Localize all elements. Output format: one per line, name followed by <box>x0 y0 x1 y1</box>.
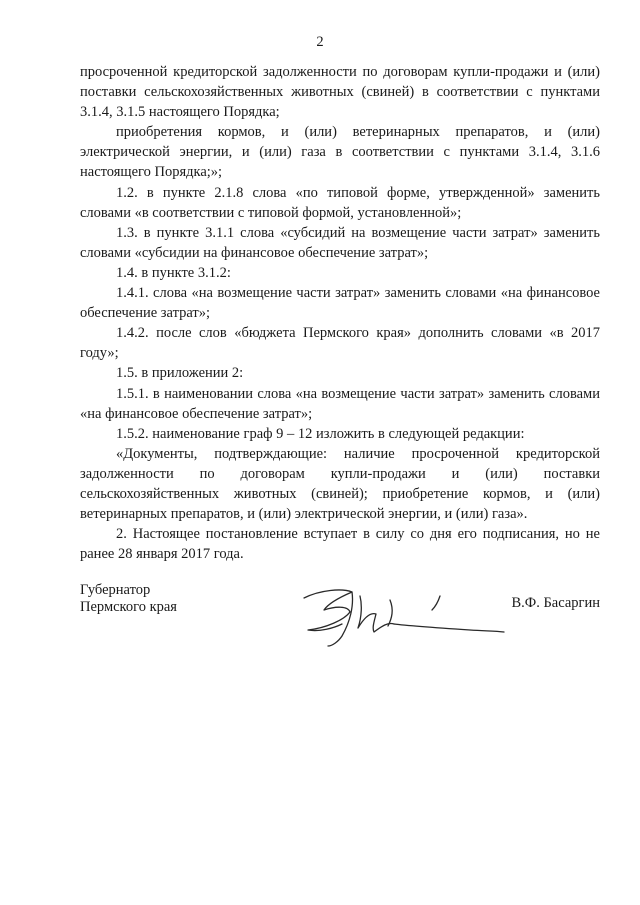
paragraph-2-effective-date: 2. Настоящее постановление вступает в силу со дня его подписания, но не ранее 28 января 2017 года. <box>80 526 600 563</box>
page-number: 2 <box>316 34 324 50</box>
signatory-position <box>80 582 177 616</box>
signatory-position-line1: Губернатор <box>80 582 151 598</box>
signature-block <box>80 582 600 662</box>
paragraph-1-5-1: 1.5.1. в наименовании слова «на возмещение части затрат» заменить словами «на финансовое обеспечение затрат»; <box>80 385 600 422</box>
paragraph-1-4: 1.4. в пункте 3.1.2: <box>116 264 231 281</box>
paragraph-1-2: 1.2. в пункте 2.1.8 слова «по типовой форме, утвержденной» заменить словами «в соответствии с типовой формой, установленной»; <box>80 184 600 221</box>
signatory-name: В.Ф. Басаргин <box>511 595 600 611</box>
paragraph-purchases: приобретения кормов, и (или) ветеринарных препаратов, и (или) электрической энергии, и (или) газа в соответствии с пунктами 3.1.4, 3.1.6 настоящего Порядка;»; <box>80 124 600 181</box>
handwritten-signature <box>290 576 510 656</box>
paragraph-1-4-2: 1.4.2. после слов «бюджета Пермского края» дополнить словами «в 2017 году»; <box>80 325 600 362</box>
paragraph-1-5: 1.5. в приложении 2: <box>116 365 244 382</box>
document-body <box>80 62 600 564</box>
paragraph-1-5-2: 1.5.2. наименование граф 9 – 12 изложить в следующей редакции: <box>116 425 525 442</box>
paragraph-1-4-1: 1.4.1. слова «на возмещение части затрат» заменить словами «на финансовое обеспечение затрат»; <box>80 285 600 322</box>
paragraph-continuation: просроченной кредиторской задолженности по договорам купли-продажи и (или) поставки сельскохозяйственных животных (свиней) в соответствии с пунктами 3.1.4, 3.1.5 настоящего Порядка; <box>80 64 600 121</box>
paragraph-1-3: 1.3. в пункте 3.1.1 слова «субсидий на возмещение части затрат» заменить словами «субсидии на финансовое обеспечение затрат»; <box>80 224 600 261</box>
paragraph-documents-quote: «Документы, подтверждающие: наличие просроченной кредиторской задолженности по договорам купли-продажи и (или) поставки сельскохозяйственных животных (свиней); приобретение кормов, и (или) ветеринарных препаратов, и (или) электрической энергии, и (или) газа». <box>80 445 600 523</box>
signatory-position-line2: Пермского края <box>80 599 177 615</box>
